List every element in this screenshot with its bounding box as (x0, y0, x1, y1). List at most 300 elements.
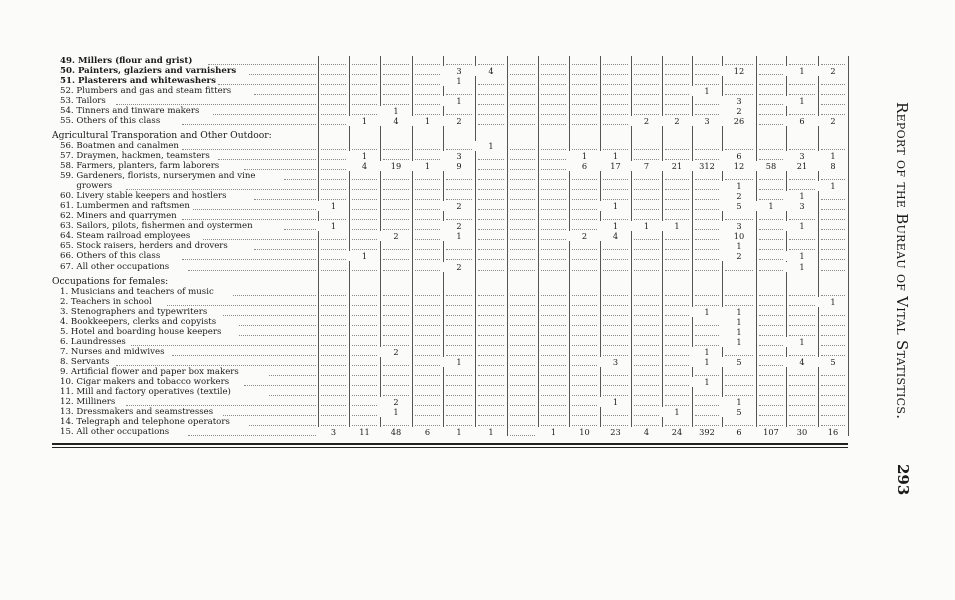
cell-dots (759, 189, 783, 190)
cell-dots (759, 345, 783, 346)
cell-dots (478, 315, 504, 316)
cell-value: 1 (756, 201, 786, 211)
cell-dots (415, 249, 440, 250)
cell-value: 1 (600, 201, 631, 211)
cell-dots (695, 325, 719, 326)
cell-dots (725, 395, 753, 396)
cell-dots (759, 114, 783, 115)
cell-value: 1 (786, 251, 818, 261)
cell-dots (695, 415, 719, 416)
cell-dots (415, 385, 440, 386)
cell-dots (821, 84, 845, 85)
cell-dots (821, 114, 845, 115)
cell-dots (665, 385, 689, 386)
cell-value: 2 (818, 116, 848, 126)
cell-dots (383, 199, 409, 200)
cell-value: 1 (692, 347, 722, 357)
cell-value: 1 (692, 86, 722, 96)
cell-value: 1 (722, 317, 756, 327)
cell-value: 1 (786, 262, 818, 272)
cell-dots (415, 189, 440, 190)
cell-dots (789, 179, 815, 180)
cell-dots (446, 179, 472, 180)
row-label: 62. Miners and quarrymen (60, 211, 177, 222)
cell-value: 5 (722, 407, 756, 417)
cell-dots (634, 159, 659, 160)
cell-dots (603, 259, 628, 260)
cell-dots (665, 355, 689, 356)
cell-dots (510, 84, 535, 85)
leader-dots (249, 425, 316, 426)
cell-dots (759, 74, 783, 75)
cell-dots (541, 94, 566, 95)
cell-dots (415, 239, 440, 240)
cell-dots (510, 239, 535, 240)
cell-dots (541, 124, 566, 125)
cell-dots (478, 375, 504, 376)
cell-dots (321, 84, 346, 85)
cell-value: 1 (443, 357, 475, 367)
cell-dots (415, 64, 440, 65)
cell-dots (478, 199, 504, 200)
cell-dots (634, 335, 659, 336)
cell-dots (510, 295, 535, 296)
cell-value: 1 (349, 151, 380, 161)
cell-dots (821, 355, 845, 356)
cell-dots (572, 375, 597, 376)
cell-dots (789, 149, 815, 150)
cell-dots (821, 385, 845, 386)
cell-dots (383, 270, 409, 271)
leader-dots (218, 159, 316, 160)
row-label: 63. Sailors, pilots, fishermen and oystermen (60, 221, 253, 232)
cell-dots (789, 375, 815, 376)
cell-dots (725, 179, 753, 180)
cell-dots (478, 209, 504, 210)
cell-dots (510, 385, 535, 386)
cell-dots (383, 425, 409, 426)
cell-dots (321, 189, 346, 190)
cell-dots (572, 199, 597, 200)
cell-dots (572, 64, 597, 65)
cell-dots (321, 219, 346, 220)
cell-dots (510, 179, 535, 180)
cell-dots (383, 249, 409, 250)
cell-dots (695, 74, 719, 75)
cell-dots (510, 315, 535, 316)
cell-dots (603, 325, 628, 326)
cell-dots (510, 305, 535, 306)
cell-dots (415, 425, 440, 426)
cell-dots (352, 385, 377, 386)
cell-dots (759, 365, 783, 366)
cell-value: 107 (756, 427, 786, 437)
cell-dots (603, 124, 628, 125)
cell-dots (541, 239, 566, 240)
cell-dots (321, 94, 346, 95)
cell-dots (821, 395, 845, 396)
cell-dots (352, 229, 377, 230)
row-label: 12. Milliners (60, 397, 116, 408)
section-heading: Agricultural Transporation and Other Outdoor: (52, 129, 272, 141)
cell-dots (665, 239, 689, 240)
cell-dots (572, 84, 597, 85)
cell-dots (352, 179, 377, 180)
cell-dots (383, 395, 409, 396)
row-label: 58. Farmers, planters, farm laborers (60, 161, 220, 171)
cell-dots (572, 365, 597, 366)
cell-dots (603, 64, 628, 65)
cell-dots (352, 425, 377, 426)
cell-dots (415, 345, 440, 346)
cell-dots (321, 239, 346, 240)
cell-dots (383, 385, 409, 386)
cell-dots (759, 149, 783, 150)
leader-dots (218, 84, 316, 85)
cell-dots (510, 94, 535, 95)
cell-value: 10 (722, 231, 756, 241)
cell-dots (321, 375, 346, 376)
cell-dots (789, 189, 815, 190)
row-label: 5. Hotel and boarding house keepers (60, 326, 222, 337)
cell-dots (478, 159, 504, 160)
cell-dots (634, 295, 659, 296)
cell-dots (603, 385, 628, 386)
cell-dots (603, 315, 628, 316)
cell-dots (352, 94, 377, 95)
cell-dots (572, 259, 597, 260)
cell-dots (634, 375, 659, 376)
cell-dots (725, 149, 753, 150)
cell-dots (572, 425, 597, 426)
cell-dots (789, 295, 815, 296)
cell-value: 1 (722, 241, 756, 251)
cell-value: 3 (786, 201, 818, 211)
cell-dots (665, 209, 689, 210)
row-label: growers (60, 181, 113, 192)
cell-dots (821, 199, 845, 200)
row-label: 65. Stock raisers, herders and drovers (60, 241, 228, 252)
cell-dots (541, 355, 566, 356)
cell-dots (541, 219, 566, 220)
cell-dots (352, 149, 377, 150)
cell-dots (352, 74, 377, 75)
bottom-rule (52, 447, 848, 448)
cell-dots (415, 270, 440, 271)
cell-dots (510, 64, 535, 65)
leader-dots (188, 435, 317, 436)
cell-dots (665, 295, 689, 296)
cell-dots (665, 189, 689, 190)
cell-dots (789, 315, 815, 316)
leader-dots (223, 315, 316, 316)
cell-value: 5 (722, 357, 756, 367)
cell-dots (541, 335, 566, 336)
cell-dots (446, 305, 472, 306)
cell-dots (510, 425, 535, 426)
cell-dots (759, 94, 783, 95)
cell-dots (541, 199, 566, 200)
cell-dots (695, 189, 719, 190)
column-rule (349, 56, 350, 437)
cell-dots (415, 395, 440, 396)
cell-value: 17 (600, 161, 631, 171)
cell-dots (541, 385, 566, 386)
cell-dots (510, 199, 535, 200)
cell-dots (541, 209, 566, 210)
cell-dots (352, 209, 377, 210)
column-rule (662, 56, 663, 437)
cell-dots (541, 425, 566, 426)
cell-dots (572, 395, 597, 396)
cell-value: 23 (600, 427, 631, 437)
cell-dots (603, 295, 628, 296)
cell-dots (572, 345, 597, 346)
cell-dots (665, 270, 689, 271)
cell-dots (789, 405, 815, 406)
cell-value: 9 (443, 161, 475, 171)
cell-dots (478, 249, 504, 250)
cell-dots (759, 219, 783, 220)
cell-value: 1 (722, 397, 756, 407)
cell-dots (478, 189, 504, 190)
row-label: 49. Millers (flour and grist) (60, 55, 193, 66)
cell-dots (446, 385, 472, 386)
cell-dots (383, 295, 409, 296)
cell-value: 1 (722, 327, 756, 337)
cell-value: 2 (569, 231, 600, 241)
cell-dots (415, 295, 440, 296)
cell-dots (352, 365, 377, 366)
cell-dots (821, 94, 845, 95)
cell-dots (603, 84, 628, 85)
cell-dots (510, 159, 535, 160)
cell-dots (321, 124, 346, 125)
cell-dots (446, 149, 472, 150)
cell-dots (352, 355, 377, 356)
cell-value: 1 (692, 307, 722, 317)
cell-dots (759, 179, 783, 180)
cell-dots (478, 229, 504, 230)
cell-dots (603, 179, 628, 180)
cell-dots (478, 64, 504, 65)
cell-dots (352, 84, 377, 85)
cell-dots (695, 149, 719, 150)
cell-dots (446, 335, 472, 336)
cell-dots (759, 124, 783, 125)
cell-value: 1 (443, 76, 475, 86)
cell-dots (321, 259, 346, 260)
cell-dots (821, 415, 845, 416)
cell-dots (541, 305, 566, 306)
cell-value: 1 (662, 407, 692, 417)
cell-dots (352, 405, 377, 406)
cell-dots (634, 104, 659, 105)
cell-dots (446, 375, 472, 376)
cell-dots (321, 169, 346, 170)
cell-dots (634, 355, 659, 356)
cell-dots (541, 325, 566, 326)
cell-dots (478, 325, 504, 326)
cell-value: 5 (818, 357, 848, 367)
row-label: 10. Cigar makers and tobacco workers (60, 377, 230, 388)
cell-dots (759, 335, 783, 336)
cell-value: 2 (818, 66, 848, 76)
cell-value: 1 (600, 221, 631, 231)
cell-dots (759, 315, 783, 316)
cell-dots (541, 64, 566, 65)
cell-dots (321, 295, 346, 296)
cell-dots (478, 395, 504, 396)
cell-dots (352, 345, 377, 346)
row-label: 11. Mill and factory operatives (textile) (60, 387, 231, 398)
cell-dots (572, 114, 597, 115)
cell-dots (789, 219, 815, 220)
cell-value: 392 (692, 427, 722, 437)
cell-dots (759, 239, 783, 240)
cell-dots (603, 270, 628, 271)
cell-dots (634, 405, 659, 406)
cell-dots (321, 199, 346, 200)
cell-dots (510, 209, 535, 210)
cell-dots (695, 159, 719, 160)
cell-dots (759, 64, 783, 65)
cell-dots (725, 355, 753, 356)
cell-value: 1 (318, 201, 349, 211)
cell-dots (446, 415, 472, 416)
cell-dots (510, 355, 535, 356)
cell-value: 1 (786, 221, 818, 231)
cell-dots (634, 94, 659, 95)
cell-value: 1 (786, 66, 818, 76)
cell-value: 4 (631, 427, 662, 437)
cell-value: 10 (569, 427, 600, 437)
cell-dots (510, 229, 535, 230)
cell-dots (725, 219, 753, 220)
cell-dots (759, 199, 783, 200)
cell-value: 21 (662, 161, 692, 171)
cell-dots (541, 375, 566, 376)
cell-dots (383, 365, 409, 366)
cell-dots (821, 405, 845, 406)
cell-dots (572, 325, 597, 326)
cell-dots (665, 345, 689, 346)
cell-value: 2 (443, 221, 475, 231)
cell-dots (415, 375, 440, 376)
row-label: 51. Plasterers and whitewashers (60, 75, 216, 86)
cell-dots (541, 395, 566, 396)
leader-dots (116, 365, 316, 366)
cell-dots (541, 104, 566, 105)
leader-dots (116, 104, 316, 105)
leader-dots (193, 209, 316, 210)
cell-dots (759, 229, 783, 230)
cell-value: 6 (786, 116, 818, 126)
cell-dots (665, 104, 689, 105)
cell-dots (541, 345, 566, 346)
cell-value: 1 (631, 221, 662, 231)
cell-dots (352, 295, 377, 296)
leader-dots (269, 395, 316, 396)
cell-dots (695, 199, 719, 200)
cell-value: 7 (631, 161, 662, 171)
cell-value: 312 (692, 161, 722, 171)
row-label: 53. Tailors (60, 95, 106, 106)
cell-dots (478, 385, 504, 386)
cell-value: 1 (569, 151, 600, 161)
cell-dots (634, 249, 659, 250)
cell-dots (383, 149, 409, 150)
cell-dots (695, 179, 719, 180)
cell-dots (446, 189, 472, 190)
cell-value: 3 (600, 357, 631, 367)
cell-dots (510, 415, 535, 416)
cell-value: 16 (818, 427, 848, 437)
cell-dots (695, 259, 719, 260)
cell-dots (695, 270, 719, 271)
cell-dots (789, 415, 815, 416)
cell-dots (415, 159, 440, 160)
cell-value: 1 (722, 307, 756, 317)
cell-dots (821, 259, 845, 260)
cell-value: 2 (443, 262, 475, 272)
cell-dots (695, 84, 719, 85)
cell-dots (603, 395, 628, 396)
cell-dots (541, 270, 566, 271)
column-rule (631, 56, 632, 437)
cell-dots (603, 149, 628, 150)
cell-dots (446, 259, 472, 260)
leader-dots (188, 270, 317, 271)
cell-dots (821, 209, 845, 210)
cell-value: 1 (443, 427, 475, 437)
column-rule (786, 56, 787, 437)
cell-dots (510, 189, 535, 190)
cell-value: 1 (443, 231, 475, 241)
cell-dots (415, 365, 440, 366)
cell-dots (572, 415, 597, 416)
cell-dots (572, 94, 597, 95)
cell-dots (789, 355, 815, 356)
leader-dots (208, 64, 316, 65)
cell-value: 8 (818, 161, 848, 171)
cell-dots (541, 365, 566, 366)
cell-dots (634, 395, 659, 396)
leader-dots (244, 385, 316, 386)
cell-dots (759, 249, 783, 250)
cell-value: 1 (600, 397, 631, 407)
cell-dots (541, 159, 566, 160)
cell-dots (352, 315, 377, 316)
cell-dots (695, 239, 719, 240)
cell-dots (510, 345, 535, 346)
cell-dots (665, 259, 689, 260)
cell-dots (634, 305, 659, 306)
cell-dots (603, 355, 628, 356)
cell-dots (821, 249, 845, 250)
cell-dots (321, 335, 346, 336)
cell-dots (665, 425, 689, 426)
cell-dots (478, 259, 504, 260)
cell-dots (572, 385, 597, 386)
cell-dots (695, 395, 719, 396)
cell-dots (572, 270, 597, 271)
cell-value: 2 (443, 201, 475, 211)
cell-dots (478, 335, 504, 336)
cell-dots (415, 84, 440, 85)
cell-dots (725, 270, 753, 271)
cell-dots (695, 229, 719, 230)
